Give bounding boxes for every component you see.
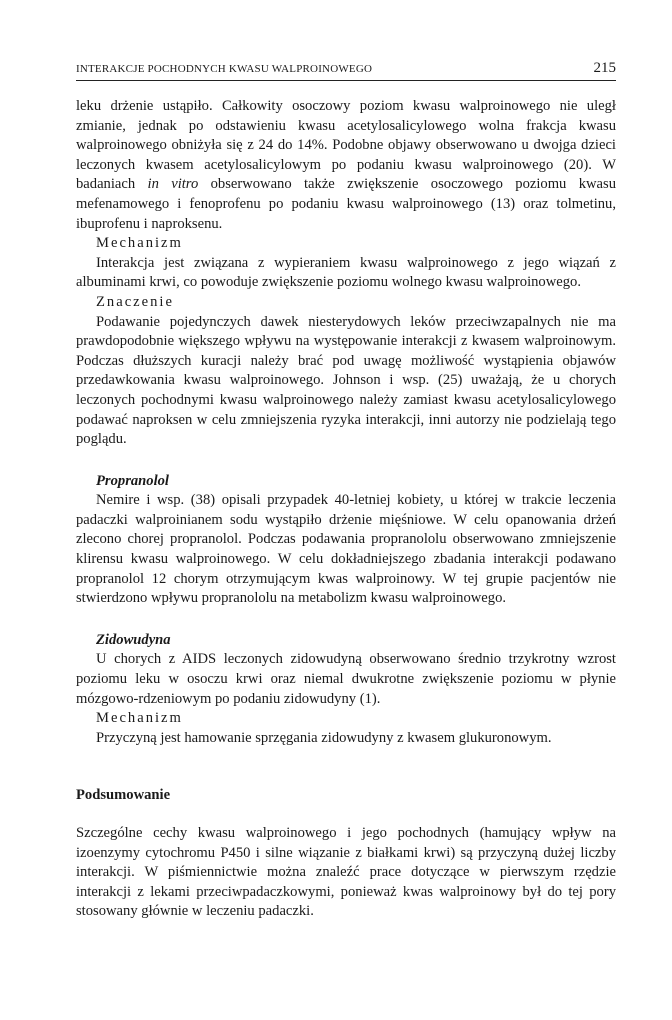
- page-number: 215: [593, 60, 616, 76]
- running-title: INTERAKCJE POCHODNYCH KWASU WALPROINOWEGO: [76, 63, 373, 75]
- book-page: [76, 60, 616, 922]
- nsaid-significance-heading: Znaczenie: [96, 293, 174, 310]
- nsaid-significance-paragraph: Podawanie pojedynczych dawek niesterydowych leków przeciwzapalnych nie ma prawdopodobnie większego wpływu na występowanie interakcji z kwasem walproinowym. Podczas dłuższych kuracji należy brać pod uwagę możliwość wystąpienia objawów przedawkowania kwasu walproinowego. Johnson i wsp. (25) uważają, że u chorych leczonych pochodnymi kwasu walproinowego należy zamiast kwasu acetylosalicylowego podawać naproksen w celu zmniejszenia ryzyka interakcji, inni autorzy nie podzielają tego poglądu.: [76, 313, 616, 448]
- intro-italic-term: in vitro: [147, 176, 199, 193]
- summary-heading: Podsumowanie: [76, 787, 171, 804]
- zidovudine-paragraph: U chorych z AIDS leczonych zidowudyną obserwowano średnio trzykrotny wzrost poziomu leku w osoczu krwi oraz niemal dwukrotne zwiększenie poziomu w płynie mózgowo-rdzeniowym po podaniu zidowudyny (1).: [76, 651, 616, 707]
- propranolol-paragraph: Nemire i wsp. (38) opisali przypadek 40-letniej kobiety, u której w trakcie leczenia padaczki walproinianem sodu wystąpiło drżenie mięśniowe. W celu opanowania drżeń zlecono chorej propranolol. Podczas podawania propranololu obserwowano zmniejszenie klirensu kwasu walproinowego. W celu dokładniejszego zbadania interakcji podawano propranolol 12 chorym otrzymującym kwas walproinowy. W tej grupie pacjentów nie stwierdzono wpływu propranololu na metabolizm kwasu walproinowego.: [76, 492, 616, 607]
- zidovudine-mechanism-paragraph: Przyczyną jest hamowanie sprzęgania zidowudyny z kwasem glukuronowym.: [96, 729, 552, 746]
- propranolol-heading: Propranolol: [96, 472, 169, 489]
- intro-text-a: leku drżenie ustąpiło. Całkowity osoczowy poziom kwasu walproinowego nie uległ zmianie, jednak po odstawieniu kwasu acetylosalicylowego wolna frakcja kwasu walproinowego obniżyła się z 24 do 14%. Podobne objawy obserwowano u dwojga dzieci leczonych kwasem acetylosalicylowym po podaniu kwasu walproinowego (20). W badaniach: [76, 98, 616, 193]
- nsaid-mechanism-paragraph: Interakcja jest związana z wypieraniem kwasu walproinowego z jego wiązań z albuminami krwi, co powoduje zwiększenie poziomu wolnego kwasu walproinowego.: [76, 254, 616, 291]
- zidovudine-mechanism-heading: Mechanizm: [96, 710, 183, 727]
- nsaid-mechanism-heading: Mechanizm: [96, 235, 183, 252]
- zidovudine-heading: Zidowudyna: [96, 631, 171, 648]
- intro-paragraph: [76, 97, 616, 234]
- page-header: [76, 60, 616, 81]
- summary-paragraph: Szczególne cechy kwasu walproinowego i jego pochodnych (hamujący wpływ na izoenzymy cytochromu P450 i silne wiązanie z białkami krwi) są przyczyną dużej liczby interakcji. W piśmiennictwie można znaleźć prace dotyczące w pierwszym rzędzie interakcji z lekami przeciwpadaczkowymi, ponieważ kwas walproinowy był do tej pory stosowany głównie w leczeniu padaczki.: [76, 825, 616, 920]
- intro-text-b: obserwowano także zwiększenie osoczowego poziomu kwasu mefenamowego i fenoprofenu po podaniu kwasu walproinowego (13) oraz tolmetinu, ibuprofenu i naproksenu.: [76, 176, 616, 232]
